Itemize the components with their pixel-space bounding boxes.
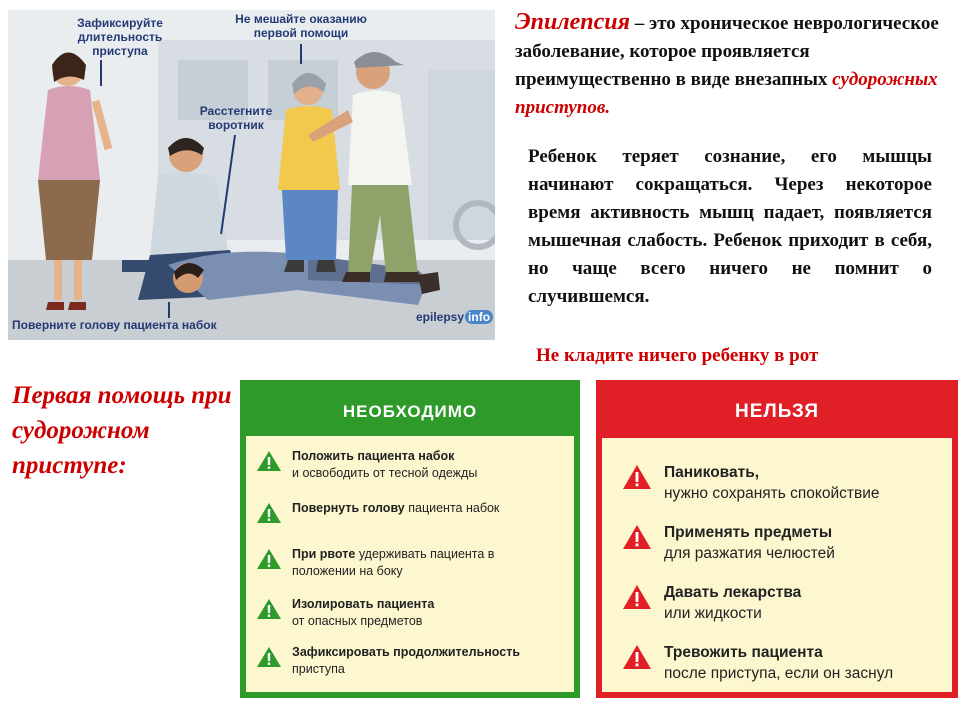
- necessary-item-3-text: [292, 546, 552, 580]
- callout-fix-line-3: приступа: [92, 44, 148, 58]
- necessary-item-2-text: [292, 500, 576, 517]
- necessary-item-1-text: [292, 448, 576, 482]
- list-item: [256, 596, 576, 630]
- necessary-item-2-bold: Повернуть голову: [292, 501, 405, 515]
- necessary-item-1-bold: Положить пациента набок: [292, 449, 455, 463]
- callout-unbutton-collar: [196, 104, 276, 132]
- warning-triangle-icon: [256, 450, 282, 472]
- definition-term: Эпилепсия: [515, 9, 630, 35]
- callout-nohelp-pointer: [300, 44, 302, 64]
- warning-triangle-icon: [256, 646, 282, 668]
- list-item: [622, 582, 952, 624]
- necessary-item-4-bold: Изолировать пациента: [292, 597, 435, 611]
- callout-turn-line-1: Поверните голову пациента набок: [12, 318, 217, 332]
- warning-triangle-icon: [622, 464, 652, 490]
- first-aid-heading: Первая помощь при судорожном приступе:: [12, 382, 232, 479]
- forbidden-item-4-text: [664, 642, 952, 684]
- warning-triangle-icon: [622, 644, 652, 670]
- logo-text-epilepsy: epilepsy: [416, 310, 465, 324]
- list-item: [622, 642, 952, 684]
- first-aid-illustration: [8, 10, 495, 340]
- list-item: [256, 546, 576, 580]
- illustration-scene: [8, 10, 495, 340]
- callout-fix-duration: [60, 16, 180, 58]
- callout-fix-line-1: Зафиксируйте: [77, 16, 163, 30]
- forbidden-item-3-bold: Давать лекарства: [664, 584, 802, 601]
- callout-nohelp-line-2: первой помощи: [253, 26, 349, 40]
- forbidden-item-2-text: [664, 522, 952, 564]
- callout-collar-line-1: Расстегните: [199, 104, 273, 118]
- callout-fix-line-2: длительность: [77, 30, 163, 44]
- forbidden-item-1-text: [664, 462, 952, 504]
- necessary-item-4-text: [292, 596, 576, 630]
- forbidden-item-2-bold: Применять предметы: [664, 524, 833, 541]
- warning-text: Не кладите ничего ребенку в рот: [536, 345, 819, 366]
- logo-text-info: info: [465, 310, 493, 324]
- necessary-item-2-rest: пациента набок: [404, 501, 500, 515]
- list-item: [622, 522, 952, 564]
- forbidden-item-4-rest: после приступа, если он заснул: [664, 665, 894, 682]
- callout-turn-pointer: [168, 302, 170, 318]
- necessary-item-5-text: [292, 644, 576, 678]
- panel-necessary-header: [246, 386, 574, 436]
- forbidden-item-3-rest: или жидкости: [664, 605, 762, 622]
- warning-triangle-icon: [256, 548, 282, 570]
- necessary-item-3-bold: При рвоте: [292, 547, 356, 561]
- panel-necessary: [240, 380, 580, 698]
- panel-forbidden-header: [602, 386, 952, 438]
- list-item: [256, 448, 576, 482]
- callout-nohelp-line-1: Не мешайте оказанию: [235, 12, 367, 26]
- epilepsy-definition: [515, 8, 940, 122]
- callout-collar-line-2: воротник: [208, 118, 264, 132]
- necessary-item-5-rest: приступа: [292, 662, 345, 676]
- necessary-item-4-rest: от опасных предметов: [292, 614, 423, 628]
- list-item: [622, 462, 952, 504]
- panel-necessary-title: НЕОБХОДИМО: [342, 402, 478, 421]
- callout-fix-pointer: [100, 60, 102, 86]
- forbidden-item-2-rest: для разжатия челюстей: [664, 545, 835, 562]
- definition-text: это хроническое неврологическое заболевание, которое проявляется преимущественно в виде внезапных: [515, 13, 939, 90]
- forbidden-item-4-bold: Тревожить пациента: [664, 644, 823, 661]
- panel-forbidden-title: НЕЛЬЗЯ: [735, 401, 819, 422]
- warning-triangle-icon: [622, 524, 652, 550]
- panel-forbidden: [596, 380, 958, 698]
- callout-do-not-interfere: [226, 12, 376, 40]
- forbidden-item-1-bold: Паниковать,: [664, 464, 760, 481]
- warning-triangle-icon: [256, 502, 282, 524]
- list-item: [256, 500, 576, 517]
- definition-dash: –: [630, 13, 649, 34]
- necessary-item-1-rest: и освободить от тесной одежды: [292, 466, 478, 480]
- warning-triangle-icon: [256, 598, 282, 620]
- list-item: [256, 644, 576, 678]
- definition-highlight: судорожных приступов.: [515, 69, 938, 118]
- necessary-item-3-rest: удерживать пациента в положении на боку: [292, 547, 495, 578]
- symptoms-paragraph: Ребенок теряет сознание, его мышцы начинают сокращаться. Через некоторое время активность мышц падает, появляется мышечная слабость. Ребенок приходит в себя, но чаще всего ничего не помнит о случившемся.: [528, 146, 932, 307]
- forbidden-item-3-text: [664, 582, 952, 624]
- forbidden-item-1-rest: нужно сохранять спокойствие: [664, 485, 880, 502]
- callout-turn-head: [12, 318, 252, 332]
- warning-triangle-icon: [622, 584, 652, 610]
- epilepsy-info-logo: [416, 310, 493, 324]
- necessary-item-5-bold: Зафиксировать продолжительность: [292, 645, 521, 659]
